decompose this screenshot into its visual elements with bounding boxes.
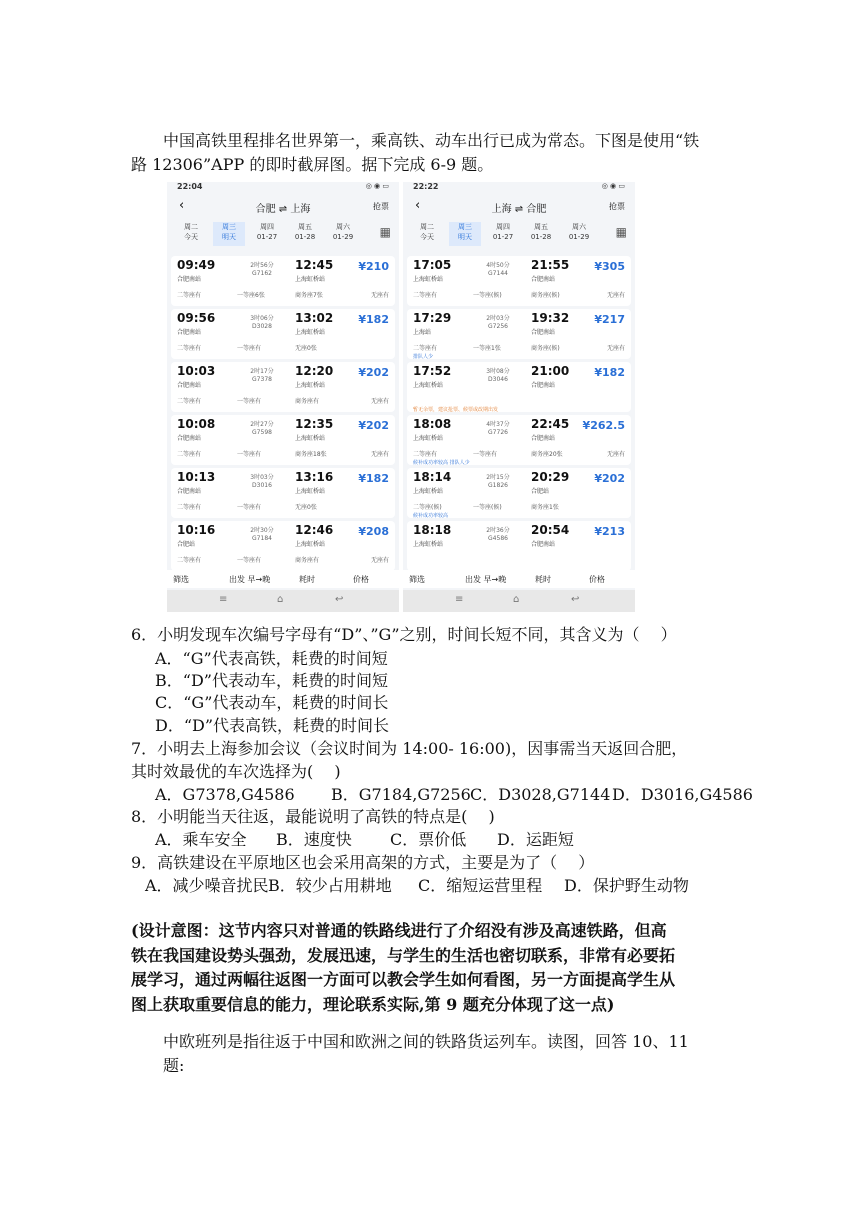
outro-line-2: 题: xyxy=(163,1056,185,1075)
q9-option-d: D．保护野生动物 xyxy=(564,876,689,895)
ticket-price: ¥202 xyxy=(358,419,389,432)
train-card[interactable] xyxy=(407,415,631,465)
status-time: 22:22 xyxy=(413,182,439,191)
departure-time: 10:08 xyxy=(177,417,216,431)
filter-button[interactable]: 筛选 xyxy=(173,575,189,584)
q8-option-b: B．速度快 xyxy=(276,830,352,849)
seat-first-class: 一等座有 xyxy=(237,398,262,405)
seat-standing: 无座有 xyxy=(370,557,389,564)
menu-icon[interactable]: ≡ xyxy=(455,594,464,605)
arrival-time: 13:16 xyxy=(295,470,334,484)
q8-stem: 8．小明能当天往返，最能说明了高铁的特点是( ) xyxy=(131,807,495,826)
sort-duration-button[interactable]: 耗时 xyxy=(299,575,315,584)
arrival-time: 20:54 xyxy=(531,523,570,537)
train-card[interactable] xyxy=(171,468,395,518)
seat-second-class: 二等座有 xyxy=(177,345,202,352)
ticket-price: ¥182 xyxy=(358,313,389,326)
date-tab-weekday: 周二 xyxy=(420,223,434,231)
sort-filter-bar xyxy=(403,570,635,588)
departure-station: 上海虹桥站 xyxy=(413,276,444,283)
back-arrow-icon[interactable]: ‹ xyxy=(179,198,185,213)
q8-option-a: A．乘车安全 xyxy=(155,830,247,849)
train-card[interactable] xyxy=(407,256,631,306)
q9-option-a: A．减少噪音扰民 xyxy=(145,876,269,895)
arrival-time: 12:20 xyxy=(295,364,334,378)
q7-stem-2: 其时效最优的车次选择为( ) xyxy=(131,762,341,781)
ticket-price: ¥210 xyxy=(358,260,389,273)
status-time: 22:04 xyxy=(177,182,203,191)
trip-duration: 4时37分 xyxy=(486,421,510,428)
sort-duration-button[interactable]: 耗时 xyxy=(535,575,551,584)
date-tab-date: 01-28 xyxy=(530,233,552,241)
train-card[interactable] xyxy=(407,309,631,359)
route-from: 合肥 xyxy=(255,204,276,215)
q9-option-b: B．较少占用耕地 xyxy=(268,876,392,895)
q6-option-a: A．“G”代表高铁，耗费的时间短 xyxy=(155,649,388,668)
date-tab-weekday: 周六 xyxy=(336,223,350,231)
sort-departure-button[interactable]: 出发 早→晚 xyxy=(229,575,271,584)
filter-button[interactable]: 筛选 xyxy=(409,575,425,584)
trip-duration: 2时03分 xyxy=(486,315,510,322)
system-nav-bar xyxy=(167,590,399,612)
status-bar xyxy=(167,182,399,196)
date-tab-weekday: 周五 xyxy=(298,223,312,231)
date-tab[interactable] xyxy=(449,222,481,246)
sort-filter-bar xyxy=(167,570,399,588)
arrival-station: 合肥南站 xyxy=(531,329,556,336)
q6-stem: 6．小明发现车次编号字母有“D”、”G”之别，时间长短不同，其含义为（ ） xyxy=(131,625,677,644)
arrival-station: 上海虹桥站 xyxy=(295,329,326,336)
departure-station: 上海虹桥站 xyxy=(413,541,444,548)
arrival-station: 上海虹桥站 xyxy=(295,382,326,389)
outro-line-1: 中欧班列是指往返于中国和欧洲之间的铁路货运列车。读图，回答 10、11 xyxy=(163,1032,689,1051)
route-header xyxy=(403,198,635,218)
date-tab-date: 01-27 xyxy=(492,233,514,241)
train-number: G7144 xyxy=(488,270,508,277)
route-to: 上海 xyxy=(290,204,311,215)
date-tab[interactable] xyxy=(327,222,359,246)
ticket-price: ¥182 xyxy=(594,366,625,379)
seat-business-class: 商务座(候) xyxy=(531,292,560,299)
train-card[interactable] xyxy=(407,460,631,518)
date-tabs xyxy=(167,222,399,250)
arrival-station: 上海虹桥站 xyxy=(295,276,326,283)
arrival-time: 21:55 xyxy=(531,258,570,272)
seat-business-class: 商务座7张 xyxy=(295,292,323,299)
q7-stem-1: 7．小明去上海参加会议（会议时间为 14:00- 16:00)，因事需当天返回合肥， xyxy=(131,739,688,758)
departure-station: 上海虹桥站 xyxy=(413,435,444,442)
departure-station: 合肥南站 xyxy=(177,329,202,336)
status-icons: ◎ ◉ ▭ xyxy=(601,182,625,190)
arrival-station: 合肥南站 xyxy=(531,435,556,442)
system-nav-bar xyxy=(403,590,635,612)
train-card[interactable] xyxy=(171,415,395,465)
back-icon[interactable]: ↩ xyxy=(571,594,580,605)
seat-standing: 无座有 xyxy=(370,292,389,299)
arrival-station: 合肥南站 xyxy=(531,276,556,283)
seat-business-class: 商务座1张 xyxy=(531,504,559,511)
design-intent-line-3: 展学习，通过两幅往返图一方面可以教会学生如何看图，另一方面提高学生从 xyxy=(131,970,676,989)
train-card[interactable] xyxy=(171,309,395,359)
seat-business-class: 无座0张 xyxy=(295,345,317,352)
date-tab-weekday: 周二 xyxy=(184,223,198,231)
departure-time: 18:18 xyxy=(413,523,452,537)
design-intent-line-4: 图上获取重要信息的能力，理论联系实际,第 9 题充分体现了这一点) xyxy=(131,995,615,1014)
train-card[interactable] xyxy=(407,513,631,571)
trip-duration: 4时50分 xyxy=(486,262,510,269)
seat-first-class: 一等座有 xyxy=(237,345,262,352)
sort-departure-button[interactable]: 出发 早→晚 xyxy=(465,575,507,584)
seat-business-class: 无座0张 xyxy=(295,504,317,511)
date-tab-date: 明天 xyxy=(458,233,472,241)
seat-business-class: 商务座18张 xyxy=(295,451,327,458)
seat-standing: 无座有 xyxy=(370,451,389,458)
date-tab[interactable] xyxy=(563,222,595,246)
trip-duration: 2时27分 xyxy=(250,421,274,428)
arrival-station: 合肥南站 xyxy=(531,382,556,389)
train-number: G1826 xyxy=(488,482,508,489)
seat-standing: 无座有 xyxy=(606,345,625,352)
arrival-time: 13:02 xyxy=(295,311,334,325)
date-tab-date: 01-28 xyxy=(294,233,316,241)
back-icon[interactable]: ↩ xyxy=(335,594,344,605)
train-number: G7378 xyxy=(252,376,272,383)
date-tab[interactable] xyxy=(175,222,207,246)
trip-duration: 2时30分 xyxy=(250,527,274,534)
departure-time: 09:56 xyxy=(177,311,216,325)
arrival-time: 12:45 xyxy=(295,258,334,272)
ticket-price: ¥305 xyxy=(594,260,625,273)
arrival-station: 上海虹桥站 xyxy=(295,435,326,442)
design-intent-line-1: (设计意图：这节内容只对普通的铁路线进行了介绍没有涉及高速铁路，但高 xyxy=(131,921,667,940)
date-tab[interactable] xyxy=(251,222,283,246)
date-tab-date: 今天 xyxy=(420,233,434,241)
train-number: G7598 xyxy=(252,429,272,436)
q7-option-a: A．G7378,G4586 xyxy=(155,785,295,804)
train-tag: 排队人少 xyxy=(413,354,434,360)
arrival-time: 21:00 xyxy=(531,364,570,378)
date-tab-weekday: 周三 xyxy=(222,223,236,231)
seat-business-class: 商务座有 xyxy=(295,557,320,564)
departure-station: 合肥站 xyxy=(177,541,196,548)
train-number: D3016 xyxy=(252,482,272,489)
q9-option-c: C．缩短运营里程 xyxy=(418,876,543,895)
sort-price-button[interactable]: 价格 xyxy=(353,575,369,584)
seat-second-class: 二等座有 xyxy=(177,398,202,405)
phone-screen-hefei-to-shanghai xyxy=(167,182,399,612)
seat-business-class: 商务座20张 xyxy=(531,451,563,458)
swap-icon[interactable]: ⇌ xyxy=(275,204,291,215)
departure-time: 10:13 xyxy=(177,470,216,484)
train-number: G4586 xyxy=(488,535,508,542)
departure-station: 合肥南站 xyxy=(177,488,202,495)
route-from: 上海 xyxy=(491,204,512,215)
departure-station: 上海虹桥站 xyxy=(413,382,444,389)
status-icons: ◎ ◉ ▭ xyxy=(365,182,389,190)
departure-station: 合肥南站 xyxy=(177,382,202,389)
trip-duration: 3时08分 xyxy=(486,368,510,375)
calendar-icon[interactable]: ▦ xyxy=(379,225,391,239)
date-tab-date: 01-29 xyxy=(332,233,354,241)
app-screenshot xyxy=(167,182,629,612)
seat-first-class: 一等座(候) xyxy=(473,504,502,511)
date-tab-weekday: 周四 xyxy=(260,223,274,231)
date-tab[interactable] xyxy=(411,222,443,246)
seat-second-class: 二等座有 xyxy=(177,557,202,564)
seat-second-class: 二等座有 xyxy=(177,451,202,458)
q6-option-d: D．“D”代表高铁，耗费的时间长 xyxy=(155,716,390,735)
ticket-price: ¥208 xyxy=(358,525,389,538)
train-tag: 候补成功率较高 排队人少 xyxy=(413,460,470,466)
menu-icon[interactable]: ≡ xyxy=(219,594,228,605)
train-number: G7162 xyxy=(252,270,272,277)
q9-stem: 9．高铁建设在平原地区也会采用高架的方式，主要是为了（ ） xyxy=(131,853,595,872)
q6-option-b: B．“D”代表动车，耗费的时间短 xyxy=(155,671,388,690)
arrival-time: 19:32 xyxy=(531,311,570,325)
train-card[interactable] xyxy=(171,362,395,412)
ticket-price: ¥182 xyxy=(358,472,389,485)
seat-first-class: 一等座有 xyxy=(237,504,262,511)
date-tab-date: 01-29 xyxy=(568,233,590,241)
seat-first-class: 一等座1张 xyxy=(473,345,501,352)
status-bar xyxy=(403,182,635,196)
date-tab-weekday: 周五 xyxy=(534,223,548,231)
date-tab[interactable] xyxy=(213,222,245,246)
train-number: D3028 xyxy=(252,323,272,330)
ticket-price: ¥213 xyxy=(594,525,625,538)
date-tabs xyxy=(403,222,635,250)
seat-second-class: 二等座有 xyxy=(177,504,202,511)
trip-duration: 2时17分 xyxy=(250,368,274,375)
route-title xyxy=(403,200,635,215)
train-card[interactable] xyxy=(171,256,395,306)
date-tab-weekday: 周六 xyxy=(572,223,586,231)
seat-second-class: 二等座有 xyxy=(413,292,438,299)
q6-option-c: C．“G”代表动车，耗费的时间长 xyxy=(155,693,389,712)
arrival-station: 合肥站 xyxy=(531,488,550,495)
q8-option-c: C．票价低 xyxy=(390,830,467,849)
date-tab-date: 01-27 xyxy=(256,233,278,241)
date-tab-date: 今天 xyxy=(184,233,198,241)
trip-duration: 2时56分 xyxy=(250,262,274,269)
route-header xyxy=(167,198,399,218)
sort-price-button[interactable]: 价格 xyxy=(589,575,605,584)
date-tab[interactable] xyxy=(487,222,519,246)
route-title xyxy=(167,200,399,215)
train-card[interactable] xyxy=(407,354,631,413)
seat-business-class: 商务座有 xyxy=(295,398,320,405)
departure-station: 合肥南站 xyxy=(177,435,202,442)
arrival-station: 合肥南站 xyxy=(531,541,556,548)
date-tab[interactable] xyxy=(525,222,557,246)
departure-time: 18:08 xyxy=(413,417,452,431)
ticket-price: ¥202 xyxy=(594,472,625,485)
route-to: 合肥 xyxy=(526,204,547,215)
arrival-time: 12:46 xyxy=(295,523,334,537)
seat-standing: 无座有 xyxy=(606,451,625,458)
intro-line-1: 中国高铁里程排名世界第一，乘高铁、动车出行已成为常态。下图是使用“铁 xyxy=(163,131,700,150)
back-arrow-icon[interactable]: ‹ xyxy=(415,198,421,213)
seat-second-class: 二等座(候) xyxy=(413,504,442,511)
q7-option-d: D．D3016,G4586 xyxy=(612,785,753,804)
train-number: G7256 xyxy=(488,323,508,330)
home-icon[interactable]: ⌂ xyxy=(513,594,520,605)
seat-first-class: 一等座有 xyxy=(237,557,262,564)
grab-ticket-button[interactable]: 抢票 xyxy=(373,202,389,211)
seat-first-class: 一等座(候) xyxy=(473,292,502,299)
train-card[interactable] xyxy=(171,521,395,571)
seat-second-class: 二等座有 xyxy=(413,451,438,458)
seat-business-class: 商务座(候) xyxy=(531,345,560,352)
ticket-price: ¥202 xyxy=(358,366,389,379)
calendar-icon[interactable]: ▦ xyxy=(615,225,627,239)
arrival-time: 22:45 xyxy=(531,417,570,431)
train-number: D3046 xyxy=(488,376,508,383)
phone-screen-shanghai-to-hefei xyxy=(403,182,635,612)
q7-option-c: C．D3028,G7144 xyxy=(470,785,611,804)
departure-time: 10:03 xyxy=(177,364,216,378)
arrival-time: 12:35 xyxy=(295,417,334,431)
train-number: G7184 xyxy=(252,535,272,542)
seat-second-class: 二等座有 xyxy=(177,292,202,299)
trip-duration: 3时06分 xyxy=(250,315,274,322)
arrival-time: 20:29 xyxy=(531,470,570,484)
trip-duration: 2时36分 xyxy=(486,527,510,534)
grab-ticket-button[interactable]: 抢票 xyxy=(609,202,625,211)
date-tab-weekday: 周三 xyxy=(458,223,472,231)
departure-time: 18:14 xyxy=(413,470,452,484)
home-icon[interactable]: ⌂ xyxy=(277,594,284,605)
train-warning: 暂无余票，建议抢票、候票或改期出发 xyxy=(413,407,499,413)
swap-icon[interactable]: ⇌ xyxy=(511,204,527,215)
date-tab-date: 明天 xyxy=(222,233,236,241)
seat-standing: 无座有 xyxy=(606,292,625,299)
departure-station: 合肥南站 xyxy=(177,276,202,283)
departure-time: 17:29 xyxy=(413,311,452,325)
departure-time: 17:52 xyxy=(413,364,452,378)
q7-option-b: B．G7184,G7256 xyxy=(331,785,471,804)
departure-time: 10:16 xyxy=(177,523,216,537)
seat-standing: 无座有 xyxy=(370,398,389,405)
design-intent-line-2: 铁在我国建设势头强劲，发展迅速，与学生的生活也密切联系，非常有必要拓 xyxy=(131,946,676,965)
arrival-station: 上海虹桥站 xyxy=(295,488,326,495)
trip-duration: 3时03分 xyxy=(250,474,274,481)
intro-line-2: 路 12306”APP 的即时截屏图。据下完成 6-9 题。 xyxy=(131,155,494,174)
train-tag: 候补成功率较高 xyxy=(413,513,449,519)
departure-time: 09:49 xyxy=(177,258,216,272)
seat-first-class: 一等座6张 xyxy=(237,292,265,299)
seat-first-class: 一等座有 xyxy=(237,451,262,458)
departure-station: 上海站 xyxy=(413,329,432,336)
q8-option-d: D．运距短 xyxy=(497,830,574,849)
date-tab-weekday: 周四 xyxy=(496,223,510,231)
trip-duration: 2时15分 xyxy=(486,474,510,481)
seat-second-class: 二等座有 xyxy=(413,345,438,352)
date-tab[interactable] xyxy=(289,222,321,246)
ticket-price: ¥217 xyxy=(594,313,625,326)
ticket-price: ¥262.5 xyxy=(582,419,625,432)
departure-station: 上海虹桥站 xyxy=(413,488,444,495)
train-number: G7726 xyxy=(488,429,508,436)
seat-first-class: 一等座有 xyxy=(473,451,498,458)
departure-time: 17:05 xyxy=(413,258,452,272)
arrival-station: 上海虹桥站 xyxy=(295,541,326,548)
